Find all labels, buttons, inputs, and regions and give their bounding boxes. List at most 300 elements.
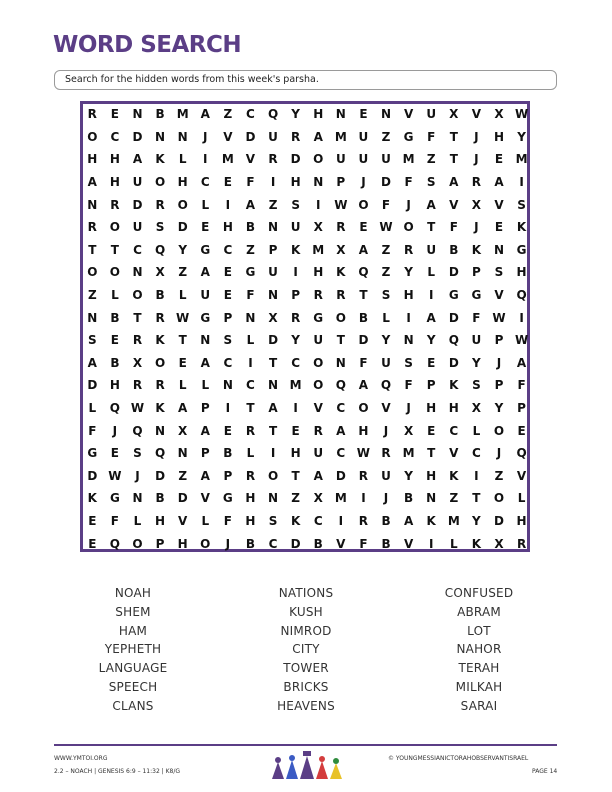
grid-cell[interactable]: E: [427, 423, 436, 438]
grid-cell[interactable]: Y: [381, 333, 391, 348]
grid-cell[interactable]: X: [268, 310, 278, 325]
grid-cell[interactable]: Q: [380, 378, 392, 393]
grid-cell[interactable]: A: [178, 401, 188, 416]
grid-cell[interactable]: R: [291, 129, 301, 144]
grid-cell[interactable]: R: [110, 197, 120, 212]
grid-cell[interactable]: I: [406, 310, 411, 325]
grid-cell[interactable]: S: [472, 378, 481, 393]
grid-cell[interactable]: G: [87, 446, 98, 461]
grid-cell[interactable]: H: [109, 175, 120, 190]
grid-cell[interactable]: O: [493, 423, 505, 438]
grid-cell[interactable]: G: [200, 310, 211, 325]
grid-cell[interactable]: R: [268, 152, 278, 167]
grid-cell[interactable]: H: [155, 513, 166, 528]
grid-cell[interactable]: B: [404, 491, 414, 506]
grid-cell[interactable]: U: [132, 175, 143, 190]
grid-cell[interactable]: V: [516, 468, 527, 483]
grid-cell[interactable]: T: [427, 220, 436, 235]
grid-cell[interactable]: X: [313, 491, 323, 506]
grid-cell[interactable]: O: [132, 536, 143, 551]
grid-cell[interactable]: L: [427, 265, 436, 280]
grid-cell[interactable]: V: [494, 288, 504, 303]
grid-cell[interactable]: R: [155, 310, 165, 325]
grid-cell[interactable]: M: [176, 107, 189, 122]
grid-cell[interactable]: H: [493, 129, 504, 144]
grid-cell[interactable]: G: [222, 491, 233, 506]
grid-cell[interactable]: Q: [109, 536, 120, 551]
grid-cell[interactable]: E: [110, 446, 119, 461]
grid-cell[interactable]: S: [155, 220, 165, 235]
grid-cell[interactable]: J: [383, 491, 389, 506]
grid-cell[interactable]: N: [335, 107, 346, 122]
grid-cell[interactable]: O: [87, 129, 98, 144]
grid-cell[interactable]: Q: [358, 265, 369, 280]
grid-cell[interactable]: I: [474, 468, 479, 483]
grid-cell[interactable]: L: [133, 513, 142, 528]
grid-cell[interactable]: P: [223, 310, 233, 325]
grid-cell[interactable]: Q: [109, 401, 120, 416]
grid-cell[interactable]: D: [494, 513, 504, 528]
grid-cell[interactable]: I: [270, 446, 276, 461]
grid-cell[interactable]: V: [178, 513, 188, 528]
grid-cell[interactable]: D: [87, 378, 98, 393]
grid-cell[interactable]: A: [200, 355, 210, 370]
grid-cell[interactable]: H: [403, 288, 414, 303]
grid-cell[interactable]: N: [132, 491, 143, 506]
grid-cell[interactable]: C: [110, 129, 120, 144]
grid-cell[interactable]: R: [155, 378, 165, 393]
grid-cell[interactable]: H: [358, 423, 369, 438]
grid-cell[interactable]: B: [155, 107, 165, 122]
grid-cell[interactable]: C: [449, 423, 459, 438]
grid-cell[interactable]: V: [449, 197, 459, 212]
grid-cell[interactable]: V: [471, 107, 482, 122]
grid-cell[interactable]: C: [200, 175, 210, 190]
grid-cell[interactable]: B: [313, 536, 323, 551]
grid-cell[interactable]: Y: [494, 401, 504, 416]
grid-cell[interactable]: D: [381, 175, 391, 190]
grid-cell[interactable]: X: [449, 107, 459, 122]
grid-cell[interactable]: A: [358, 242, 369, 257]
grid-cell[interactable]: D: [358, 333, 369, 348]
grid-cell[interactable]: D: [448, 355, 459, 370]
grid-cell[interactable]: T: [449, 129, 458, 144]
grid-cell[interactable]: R: [403, 242, 414, 257]
grid-cell[interactable]: U: [290, 220, 301, 235]
grid-cell[interactable]: H: [313, 265, 324, 280]
grid-cell[interactable]: A: [87, 355, 97, 370]
grid-cell[interactable]: D: [290, 536, 301, 551]
grid-cell[interactable]: C: [471, 446, 481, 461]
grid-cell[interactable]: A: [268, 401, 278, 416]
grid-cell[interactable]: W: [379, 220, 393, 235]
grid-cell[interactable]: O: [313, 152, 324, 167]
grid-cell[interactable]: Y: [291, 333, 300, 348]
grid-cell[interactable]: L: [111, 288, 119, 303]
grid-cell[interactable]: I: [270, 175, 276, 190]
grid-cell[interactable]: Z: [178, 265, 188, 280]
grid-cell[interactable]: K: [155, 333, 165, 348]
grid-cell[interactable]: C: [246, 378, 255, 393]
grid-cell[interactable]: D: [448, 310, 459, 325]
grid-cell[interactable]: F: [359, 355, 368, 370]
grid-cell[interactable]: N: [268, 491, 279, 506]
grid-cell[interactable]: O: [109, 265, 120, 280]
grid-cell[interactable]: X: [132, 355, 143, 370]
grid-cell[interactable]: X: [336, 242, 346, 257]
grid-cell[interactable]: G: [245, 265, 256, 280]
grid-cell[interactable]: K: [449, 468, 459, 483]
grid-cell[interactable]: J: [135, 468, 140, 483]
grid-cell[interactable]: E: [223, 265, 232, 280]
grid-cell[interactable]: A: [200, 265, 210, 280]
grid-cell[interactable]: F: [472, 310, 481, 325]
grid-cell[interactable]: N: [426, 491, 437, 506]
grid-cell[interactable]: I: [293, 401, 298, 416]
grid-cell[interactable]: Z: [381, 265, 391, 280]
grid-cell[interactable]: A: [426, 310, 436, 325]
grid-cell[interactable]: U: [358, 152, 369, 167]
grid-cell[interactable]: A: [516, 355, 527, 370]
grid-cell[interactable]: Z: [87, 288, 97, 303]
grid-cell[interactable]: B: [358, 310, 368, 325]
grid-cell[interactable]: Q: [516, 288, 527, 303]
grid-cell[interactable]: S: [133, 446, 142, 461]
grid-cell[interactable]: B: [381, 536, 391, 551]
grid-cell[interactable]: M: [221, 152, 234, 167]
grid-cell[interactable]: D: [448, 265, 459, 280]
grid-cell[interactable]: W: [492, 310, 506, 325]
grid-cell[interactable]: L: [246, 446, 255, 461]
grid-cell[interactable]: I: [519, 310, 524, 325]
grid-cell[interactable]: D: [87, 468, 98, 483]
grid-cell[interactable]: C: [268, 536, 278, 551]
grid-cell[interactable]: T: [427, 446, 436, 461]
grid-cell[interactable]: M: [402, 152, 415, 167]
grid-cell[interactable]: D: [245, 129, 256, 144]
grid-cell[interactable]: F: [404, 378, 413, 393]
grid-cell[interactable]: S: [517, 197, 526, 212]
grid-cell[interactable]: K: [449, 378, 459, 393]
grid-cell[interactable]: R: [132, 378, 143, 393]
grid-cell[interactable]: N: [155, 129, 166, 144]
grid-cell[interactable]: B: [245, 220, 256, 235]
grid-cell[interactable]: F: [110, 513, 119, 528]
grid-cell[interactable]: E: [494, 152, 504, 167]
grid-cell[interactable]: H: [109, 152, 120, 167]
grid-cell[interactable]: M: [334, 129, 347, 144]
grid-cell[interactable]: J: [112, 423, 118, 438]
grid-cell[interactable]: K: [471, 536, 482, 551]
grid-cell[interactable]: Z: [291, 491, 300, 506]
grid-cell[interactable]: G: [516, 242, 527, 257]
grid-cell[interactable]: P: [426, 378, 436, 393]
grid-cell[interactable]: P: [268, 242, 278, 257]
grid-cell[interactable]: A: [403, 513, 414, 528]
grid-cell[interactable]: L: [201, 513, 210, 528]
grid-cell[interactable]: N: [268, 378, 279, 393]
grid-cell[interactable]: O: [313, 378, 324, 393]
grid-cell[interactable]: L: [88, 401, 97, 416]
grid-cell[interactable]: V: [381, 401, 391, 416]
grid-cell[interactable]: O: [154, 355, 166, 370]
grid-cell[interactable]: M: [289, 378, 302, 393]
grid-cell[interactable]: I: [203, 152, 208, 167]
grid-cell[interactable]: C: [313, 513, 323, 528]
grid-cell[interactable]: Y: [291, 107, 300, 122]
grid-cell[interactable]: U: [200, 288, 211, 303]
grid-cell[interactable]: A: [449, 175, 459, 190]
grid-cell[interactable]: Z: [246, 242, 255, 257]
grid-cell[interactable]: N: [177, 129, 188, 144]
grid-cell[interactable]: R: [336, 288, 346, 303]
grid-cell[interactable]: R: [381, 446, 391, 461]
grid-cell[interactable]: N: [268, 220, 279, 235]
grid-cell[interactable]: K: [290, 513, 301, 528]
grid-cell[interactable]: H: [448, 401, 459, 416]
grid-cell[interactable]: E: [88, 513, 97, 528]
grid-cell[interactable]: Q: [132, 423, 143, 438]
grid-cell[interactable]: L: [472, 423, 481, 438]
grid-cell[interactable]: Q: [516, 446, 527, 461]
grid-cell[interactable]: N: [222, 378, 233, 393]
grid-cell[interactable]: H: [290, 175, 301, 190]
grid-cell[interactable]: A: [200, 423, 210, 438]
grid-cell[interactable]: C: [336, 446, 346, 461]
grid-cell[interactable]: K: [471, 242, 482, 257]
grid-cell[interactable]: H: [177, 175, 188, 190]
grid-cell[interactable]: J: [496, 355, 502, 370]
grid-cell[interactable]: R: [87, 220, 97, 235]
grid-cell[interactable]: H: [87, 152, 98, 167]
grid-cell[interactable]: D: [290, 152, 301, 167]
grid-cell[interactable]: V: [403, 107, 414, 122]
grid-cell[interactable]: T: [178, 333, 187, 348]
grid-cell[interactable]: C: [291, 355, 301, 370]
grid-cell[interactable]: L: [517, 491, 526, 506]
grid-cell[interactable]: A: [87, 175, 97, 190]
grid-cell[interactable]: E: [494, 220, 504, 235]
grid-cell[interactable]: Y: [178, 242, 188, 257]
grid-cell[interactable]: F: [381, 197, 391, 212]
grid-cell[interactable]: Y: [472, 513, 481, 528]
grid-cell[interactable]: I: [428, 288, 434, 303]
grid-cell[interactable]: D: [155, 468, 166, 483]
grid-cell[interactable]: P: [223, 468, 233, 483]
grid-cell[interactable]: A: [245, 197, 256, 212]
grid-cell[interactable]: M: [515, 152, 528, 167]
grid-cell[interactable]: N: [155, 423, 166, 438]
grid-cell[interactable]: I: [293, 265, 298, 280]
grid-cell[interactable]: N: [380, 107, 392, 122]
grid-cell[interactable]: I: [338, 513, 344, 528]
grid-cell[interactable]: K: [155, 401, 165, 416]
grid-cell[interactable]: N: [132, 107, 143, 122]
grid-cell[interactable]: D: [268, 333, 279, 348]
grid-cell[interactable]: C: [336, 401, 346, 416]
grid-cell[interactable]: N: [177, 446, 188, 461]
grid-cell[interactable]: A: [132, 152, 143, 167]
grid-cell[interactable]: O: [177, 197, 188, 212]
grid-cell[interactable]: L: [178, 378, 187, 393]
grid-cell[interactable]: M: [402, 446, 415, 461]
grid-cell[interactable]: X: [471, 401, 482, 416]
grid-cell[interactable]: O: [493, 491, 505, 506]
grid-cell[interactable]: L: [382, 310, 390, 325]
grid-cell[interactable]: R: [516, 536, 527, 551]
grid-cell[interactable]: Y: [426, 333, 436, 348]
grid-cell[interactable]: O: [335, 310, 346, 325]
grid-cell[interactable]: B: [245, 536, 256, 551]
grid-cell[interactable]: G: [109, 491, 120, 506]
grid-cell[interactable]: O: [313, 355, 324, 370]
grid-cell[interactable]: V: [223, 129, 233, 144]
grid-cell[interactable]: C: [223, 355, 233, 370]
grid-cell[interactable]: U: [358, 129, 369, 144]
grid-cell[interactable]: G: [403, 129, 414, 144]
grid-cell[interactable]: V: [403, 536, 414, 551]
grid-cell[interactable]: B: [449, 242, 459, 257]
grid-cell[interactable]: R: [245, 423, 256, 438]
grid-cell[interactable]: O: [267, 468, 279, 483]
grid-cell[interactable]: N: [335, 355, 346, 370]
grid-cell[interactable]: J: [361, 175, 366, 190]
grid-cell[interactable]: E: [517, 423, 526, 438]
grid-cell[interactable]: U: [426, 107, 437, 122]
grid-cell[interactable]: P: [291, 288, 301, 303]
grid-cell[interactable]: E: [223, 175, 232, 190]
grid-cell[interactable]: E: [359, 220, 368, 235]
grid-cell[interactable]: Y: [517, 129, 526, 144]
grid-cell[interactable]: S: [223, 333, 233, 348]
grid-cell[interactable]: H: [516, 513, 527, 528]
grid-cell[interactable]: R: [471, 175, 482, 190]
grid-cell[interactable]: R: [155, 197, 165, 212]
grid-cell[interactable]: J: [496, 446, 502, 461]
grid-cell[interactable]: U: [381, 152, 391, 167]
grid-cell[interactable]: F: [404, 175, 413, 190]
grid-cell[interactable]: E: [427, 355, 436, 370]
grid-cell[interactable]: T: [246, 401, 255, 416]
grid-cell[interactable]: T: [336, 333, 345, 348]
grid-cell[interactable]: I: [428, 536, 434, 551]
grid-cell[interactable]: R: [87, 107, 97, 122]
grid-cell[interactable]: A: [358, 378, 369, 393]
grid-cell[interactable]: V: [200, 491, 210, 506]
grid-cell[interactable]: L: [178, 152, 187, 167]
grid-cell[interactable]: G: [200, 242, 211, 257]
grid-cell[interactable]: W: [108, 468, 122, 483]
grid-cell[interactable]: T: [88, 242, 97, 257]
grid-cell[interactable]: D: [177, 491, 188, 506]
grid-cell[interactable]: E: [359, 107, 368, 122]
grid-cell[interactable]: P: [494, 378, 504, 393]
grid-cell[interactable]: A: [494, 175, 504, 190]
grid-cell[interactable]: H: [290, 446, 301, 461]
grid-cell[interactable]: N: [200, 333, 211, 348]
grid-cell[interactable]: E: [223, 423, 232, 438]
grid-cell[interactable]: G: [448, 288, 459, 303]
grid-cell[interactable]: K: [336, 265, 346, 280]
grid-cell[interactable]: N: [313, 175, 324, 190]
grid-cell[interactable]: U: [381, 355, 391, 370]
grid-cell[interactable]: A: [200, 107, 210, 122]
grid-cell[interactable]: D: [335, 468, 346, 483]
grid-cell[interactable]: G: [313, 310, 324, 325]
grid-cell[interactable]: N: [87, 197, 98, 212]
grid-cell[interactable]: M: [447, 513, 460, 528]
grid-cell[interactable]: J: [225, 536, 231, 551]
grid-cell[interactable]: X: [155, 265, 165, 280]
grid-cell[interactable]: A: [313, 129, 323, 144]
grid-cell[interactable]: X: [403, 423, 414, 438]
grid-cell[interactable]: Y: [404, 468, 413, 483]
grid-cell[interactable]: T: [133, 310, 142, 325]
grid-cell[interactable]: G: [471, 288, 482, 303]
grid-cell[interactable]: F: [517, 378, 526, 393]
grid-cell[interactable]: L: [246, 333, 255, 348]
grid-cell[interactable]: K: [87, 491, 97, 506]
grid-cell[interactable]: O: [358, 401, 369, 416]
grid-cell[interactable]: A: [336, 423, 346, 438]
grid-cell[interactable]: D: [177, 220, 188, 235]
grid-cell[interactable]: X: [471, 197, 482, 212]
grid-cell[interactable]: Z: [494, 468, 504, 483]
grid-cell[interactable]: L: [178, 288, 187, 303]
grid-cell[interactable]: X: [313, 220, 323, 235]
grid-cell[interactable]: Z: [268, 197, 278, 212]
grid-cell[interactable]: O: [109, 220, 120, 235]
grid-cell[interactable]: P: [336, 175, 346, 190]
grid-cell[interactable]: K: [516, 220, 527, 235]
grid-cell[interactable]: P: [494, 333, 504, 348]
grid-cell[interactable]: V: [336, 536, 346, 551]
grid-cell[interactable]: J: [474, 152, 479, 167]
grid-cell[interactable]: I: [248, 355, 253, 370]
grid-cell[interactable]: W: [176, 310, 190, 325]
grid-cell[interactable]: K: [426, 513, 436, 528]
grid-cell[interactable]: W: [356, 446, 371, 461]
grid-cell[interactable]: M: [312, 242, 325, 257]
grid-cell[interactable]: Z: [381, 242, 391, 257]
grid-cell[interactable]: O: [132, 288, 143, 303]
grid-cell[interactable]: V: [245, 152, 256, 167]
grid-cell[interactable]: V: [313, 401, 323, 416]
grid-cell[interactable]: A: [200, 468, 210, 483]
grid-cell[interactable]: T: [268, 423, 278, 438]
grid-cell[interactable]: H: [245, 513, 256, 528]
grid-cell[interactable]: X: [178, 423, 188, 438]
grid-cell[interactable]: O: [154, 175, 166, 190]
grid-cell[interactable]: R: [313, 288, 323, 303]
grid-cell[interactable]: B: [110, 355, 120, 370]
grid-cell[interactable]: H: [222, 220, 233, 235]
grid-cell[interactable]: Q: [335, 378, 346, 393]
grid-cell[interactable]: Y: [472, 355, 481, 370]
grid-cell[interactable]: U: [381, 468, 391, 483]
grid-cell[interactable]: E: [291, 423, 300, 438]
grid-cell[interactable]: S: [381, 288, 391, 303]
grid-cell[interactable]: F: [88, 423, 97, 438]
grid-cell[interactable]: A: [426, 197, 436, 212]
grid-cell[interactable]: H: [245, 491, 256, 506]
grid-cell[interactable]: Q: [267, 107, 279, 122]
grid-cell[interactable]: T: [359, 288, 368, 303]
grid-cell[interactable]: J: [383, 423, 389, 438]
grid-cell[interactable]: U: [268, 265, 278, 280]
grid-cell[interactable]: E: [88, 536, 97, 551]
grid-cell[interactable]: F: [449, 220, 458, 235]
